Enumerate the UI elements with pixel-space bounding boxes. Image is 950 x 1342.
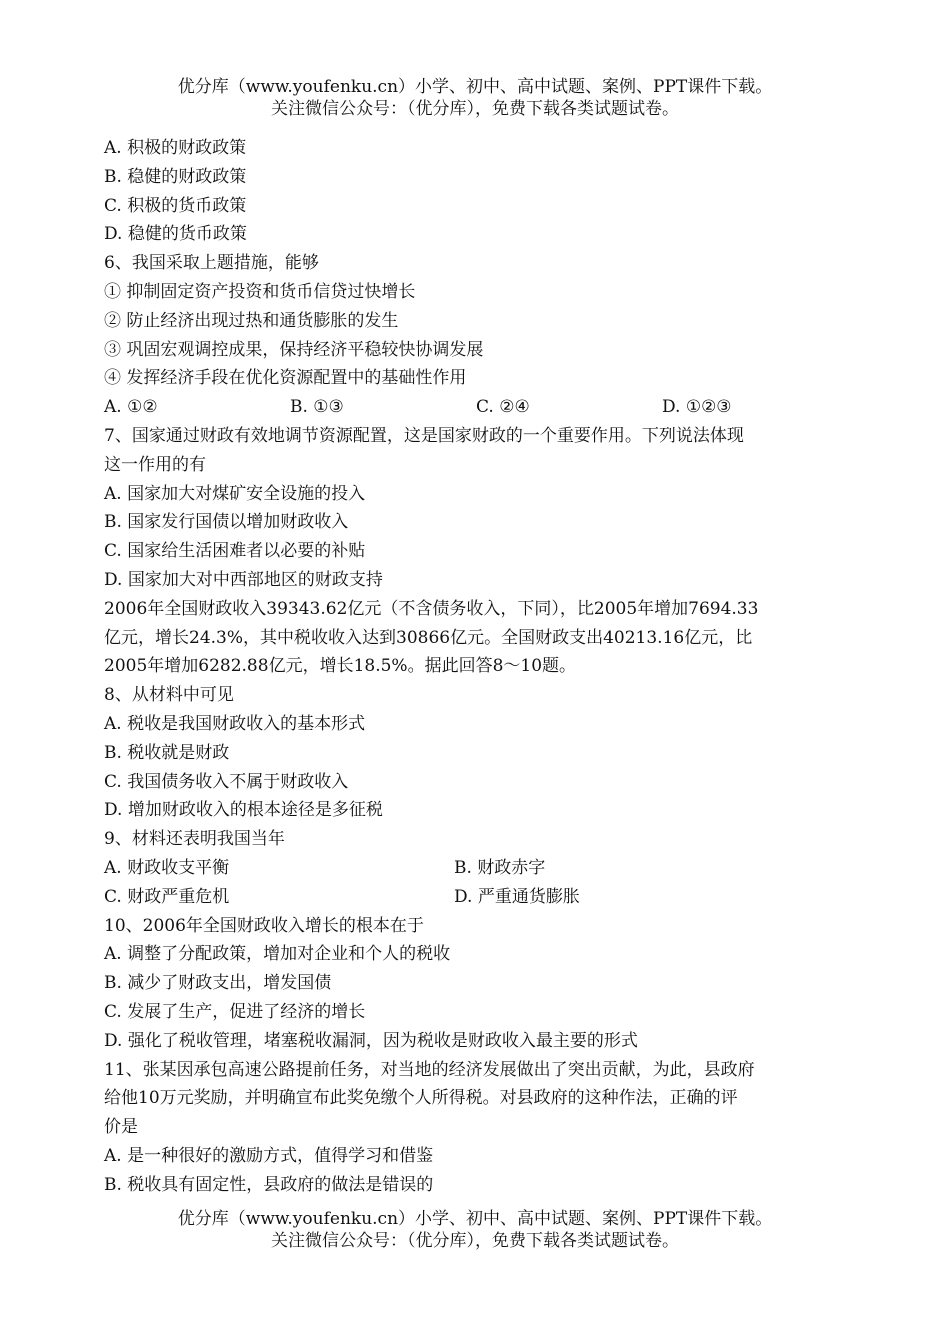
question-stem: 6、我国采取上题措施，能够 — [104, 253, 319, 274]
option-row — [104, 883, 849, 912]
option: B. 税收具有固定性，县政府的做法是错误的 — [104, 1174, 434, 1195]
option: A. ①② — [104, 397, 158, 418]
option: D. 增加财政收入的根本途径是多征税 — [104, 800, 383, 821]
option: A. 税收是我国财政收入的基本形式 — [104, 713, 366, 734]
option: B. 税收就是财政 — [104, 742, 230, 763]
page-footer — [0, 1208, 950, 1252]
option: B. 减少了财政支出，增发国债 — [104, 973, 332, 994]
option: D. 严重通货膨胀 — [454, 886, 580, 907]
option: A. 调整了分配政策，增加对企业和个人的税收 — [104, 944, 451, 965]
question-stem: 7、国家通过财政有效地调节资源配置，这是国家财政的一个重要作用。下列说法体现 — [104, 425, 744, 446]
option: D. 强化了税收管理，堵塞税收漏洞，因为税收是财政收入最主要的形式 — [104, 1030, 638, 1051]
option: B. 稳健的财政政策 — [104, 166, 247, 187]
question-stem: 价是 — [104, 1117, 138, 1138]
option: C. 财政严重危机 — [104, 886, 230, 907]
statement-item: ④ 发挥经济手段在优化资源配置中的基础性作用 — [104, 368, 467, 389]
footer-line-2: 关注微信公众号：（优分库），免费下载各类试题试卷。 — [271, 1231, 679, 1251]
option: D. ①②③ — [662, 397, 732, 418]
question-stem: 这一作用的有 — [104, 454, 206, 475]
option-row — [104, 854, 849, 883]
option: A. 财政收支平衡 — [104, 857, 230, 878]
document-body — [104, 134, 849, 1199]
option-row — [104, 393, 849, 422]
footer-line-1: 优分库（www.youfenku.cn）小学、初中、高中试题、案例、PPT课件下载。 — [177, 1209, 773, 1229]
question-stem: 8、从材料中可见 — [104, 685, 234, 706]
option: C. 发展了生产，促进了经济的增长 — [104, 1001, 366, 1022]
question-stem: 11、张某因承包高速公路提前任务，对当地的经济发展做出了突出贡献，为此，县政府 — [104, 1059, 755, 1080]
option: C. 国家给生活困难者以必要的补贴 — [104, 541, 366, 562]
option: A. 国家加大对煤矿安全设施的投入 — [104, 483, 366, 504]
option: C. 积极的货币政策 — [104, 195, 247, 216]
option: C. ②④ — [476, 397, 530, 418]
header-line-1: 优分库（www.youfenku.cn）小学、初中、高中试题、案例、PPT课件下载。 — [177, 77, 773, 97]
statement-item: ① 抑制固定资产投资和货币信贷过快增长 — [104, 281, 416, 302]
question-stem: 10、2006年全国财政收入增长的根本在于 — [104, 915, 424, 936]
page-header — [0, 76, 950, 120]
option: B. 国家发行国债以增加财政收入 — [104, 512, 349, 533]
material-text: 亿元，增长24.3%，其中税收收入达到30866亿元。全国财政支出40213.16亿元，比 — [104, 627, 753, 648]
header-line-2: 关注微信公众号：（优分库），免费下载各类试题试卷。 — [271, 99, 679, 119]
option: B. 财政赤字 — [454, 857, 546, 878]
material-text: 2006年全国财政收入39343.62亿元（不含债务收入，下同），比2005年增加7694.33 — [104, 598, 759, 619]
option: B. ①③ — [290, 397, 344, 418]
option: D. 国家加大对中西部地区的财政支持 — [104, 569, 383, 590]
option: C. 我国债务收入不属于财政收入 — [104, 771, 349, 792]
material-text: 2005年增加6282.88亿元，增长18.5%。据此回答8～10题。 — [104, 656, 577, 677]
statement-item: ② 防止经济出现过热和通货膨胀的发生 — [104, 310, 399, 331]
statement-item: ③ 巩固宏观调控成果，保持经济平稳较快协调发展 — [104, 339, 484, 360]
question-stem: 给他10万元奖励，并明确宣布此奖免缴个人所得税。对县政府的这种作法，正确的评 — [104, 1088, 738, 1109]
option: A. 积极的财政政策 — [104, 138, 247, 158]
option: A. 是一种很好的激励方式，值得学习和借鉴 — [104, 1145, 434, 1166]
question-stem: 9、材料还表明我国当年 — [104, 829, 285, 850]
option: D. 稳健的货币政策 — [104, 224, 247, 245]
